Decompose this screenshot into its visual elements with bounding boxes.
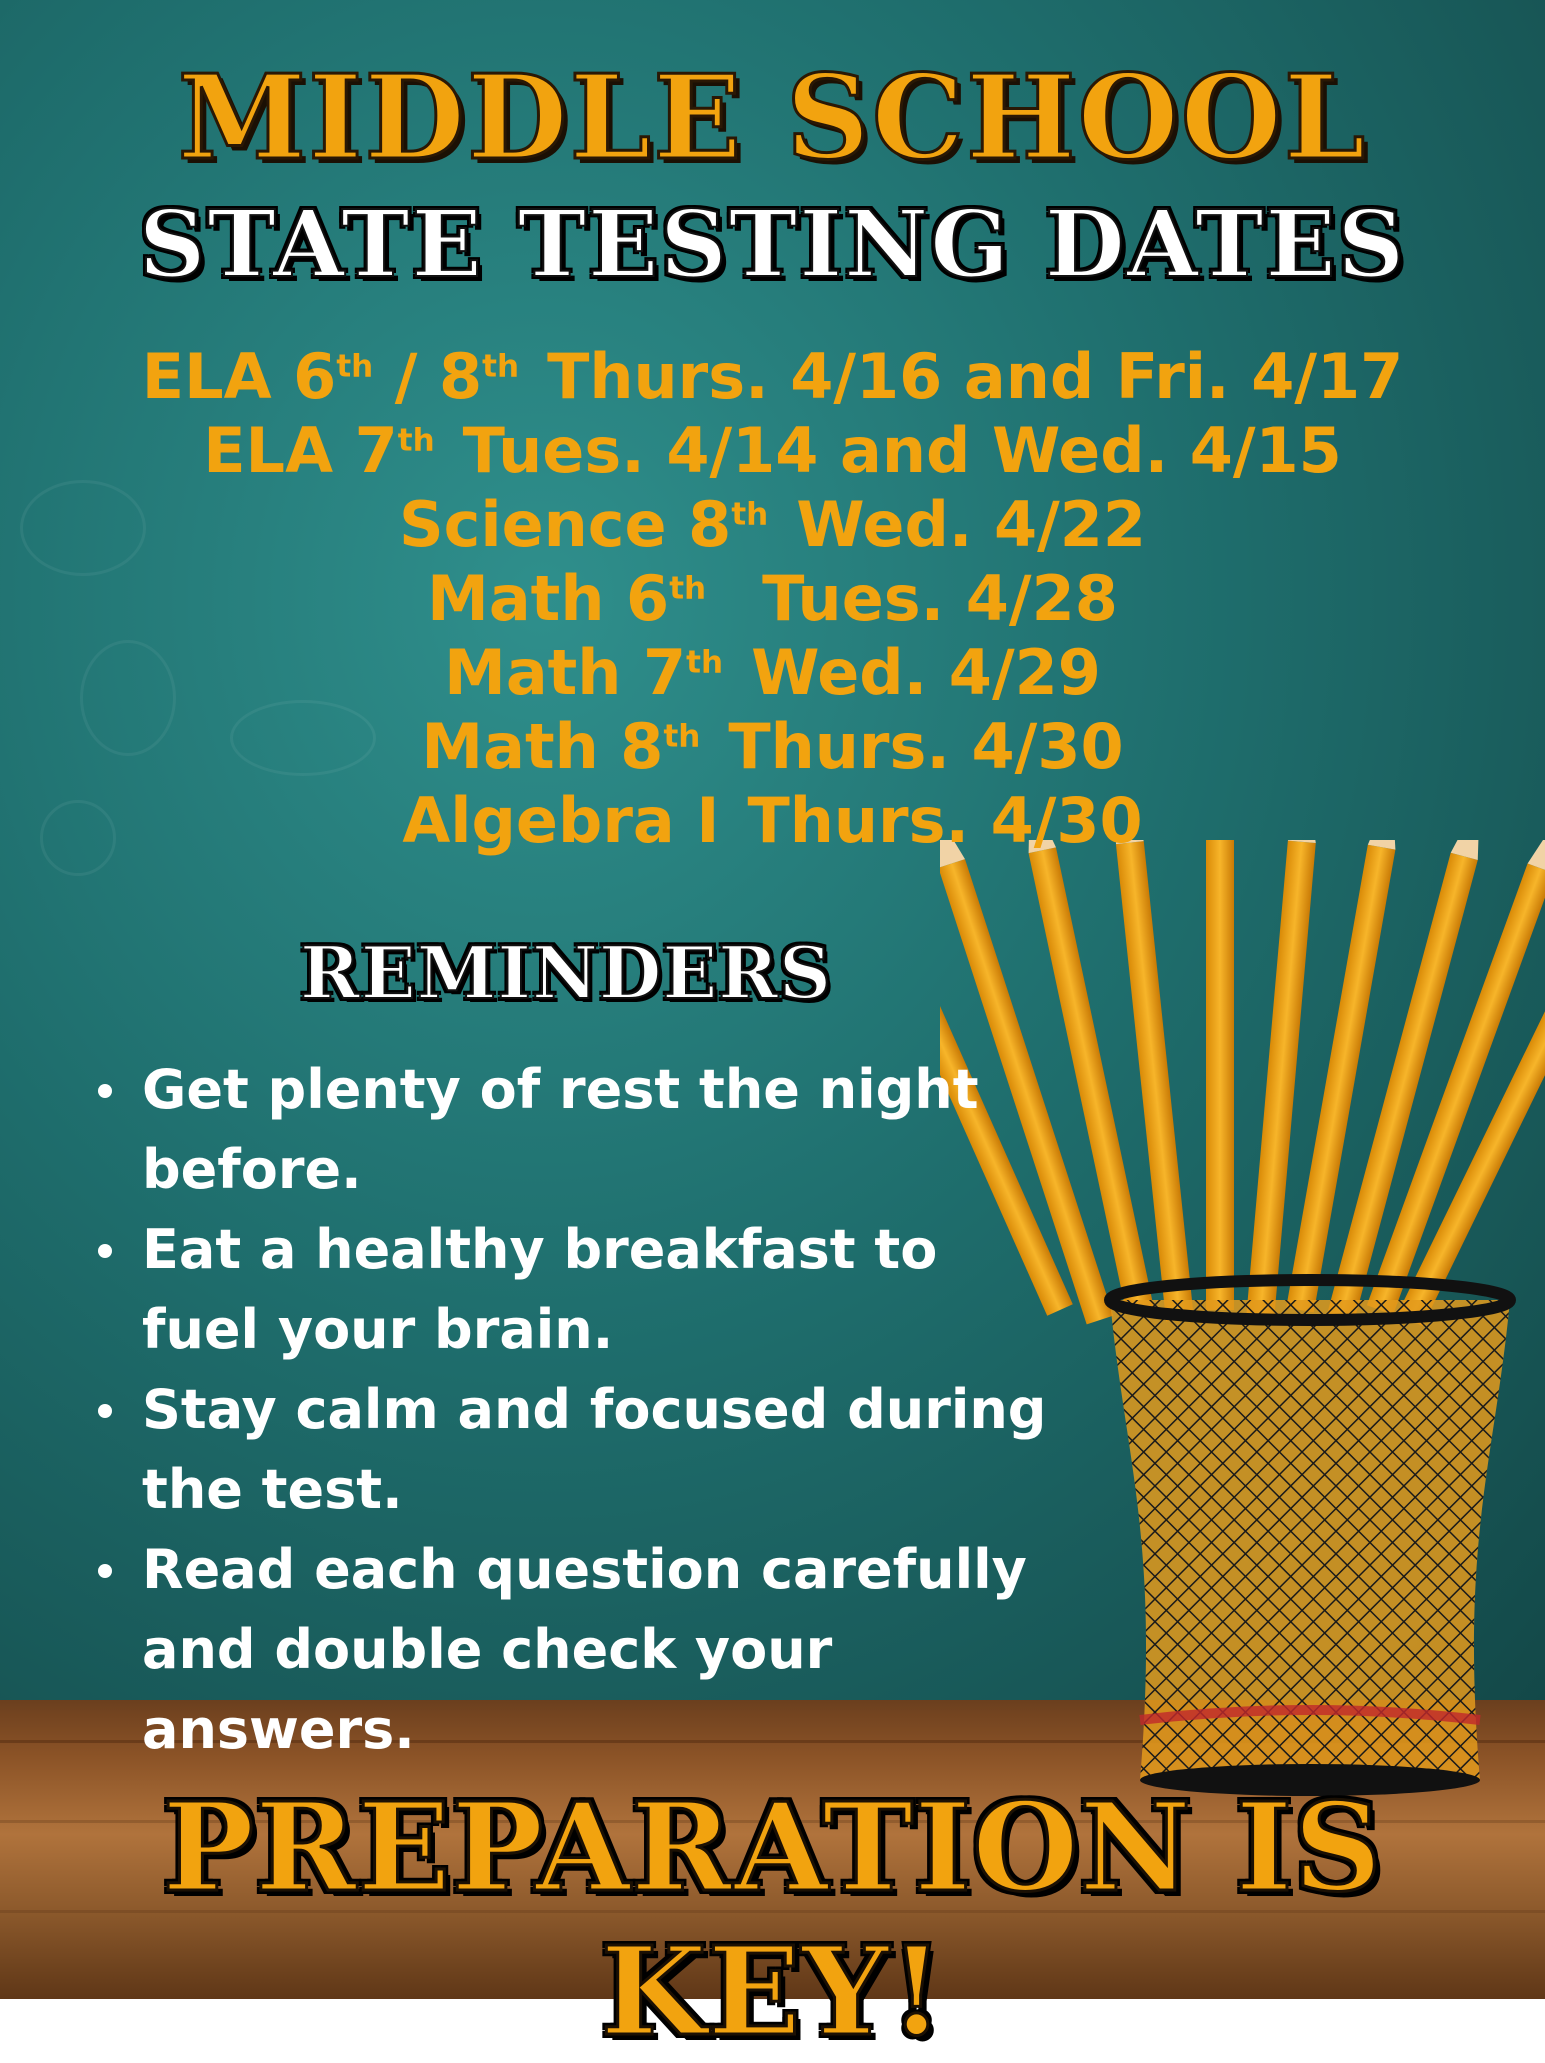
date-ela-6-8: ELA 6th / 8th Thurs. 4/16 and Fri. 4/17 xyxy=(141,340,1404,413)
footer-slogan: PREPARATION IS KEY! xyxy=(162,1775,1383,2063)
bullet-icon xyxy=(98,1404,112,1418)
date-algebra-1: Algebra I Thurs. 4/30 xyxy=(402,784,1143,857)
reminder-item: Eat a healthy breakfast to fuel your brain. xyxy=(90,1210,1072,1370)
testing-dates-list xyxy=(0,340,1545,858)
date-math-7: Math 7th Wed. 4/29 xyxy=(444,636,1101,709)
reminder-item: Read each question carefully and double check your answers. xyxy=(90,1530,1102,1770)
reminder-item: Stay calm and focused during the test. xyxy=(90,1370,1122,1530)
date-math-8: Math 8th Thurs. 4/30 xyxy=(421,710,1124,783)
reminders-list xyxy=(90,1050,1090,1770)
date-science-8: Science 8th Wed. 4/22 xyxy=(398,488,1147,561)
date-math-6: Math 6th Tues. 4/28 xyxy=(427,562,1118,635)
reminders-heading: REMINDERS xyxy=(300,930,833,1015)
bullet-icon xyxy=(98,1564,112,1578)
page-title: MIDDLE SCHOOL xyxy=(177,50,1368,186)
bullet-icon xyxy=(98,1084,112,1098)
date-ela-7: ELA 7th Tues. 4/14 and Wed. 4/15 xyxy=(203,414,1342,487)
page-subtitle: STATE TESTING DATES xyxy=(138,190,1407,298)
reminder-item: Get plenty of rest the night before. xyxy=(90,1050,1072,1210)
bullet-icon xyxy=(98,1244,112,1258)
